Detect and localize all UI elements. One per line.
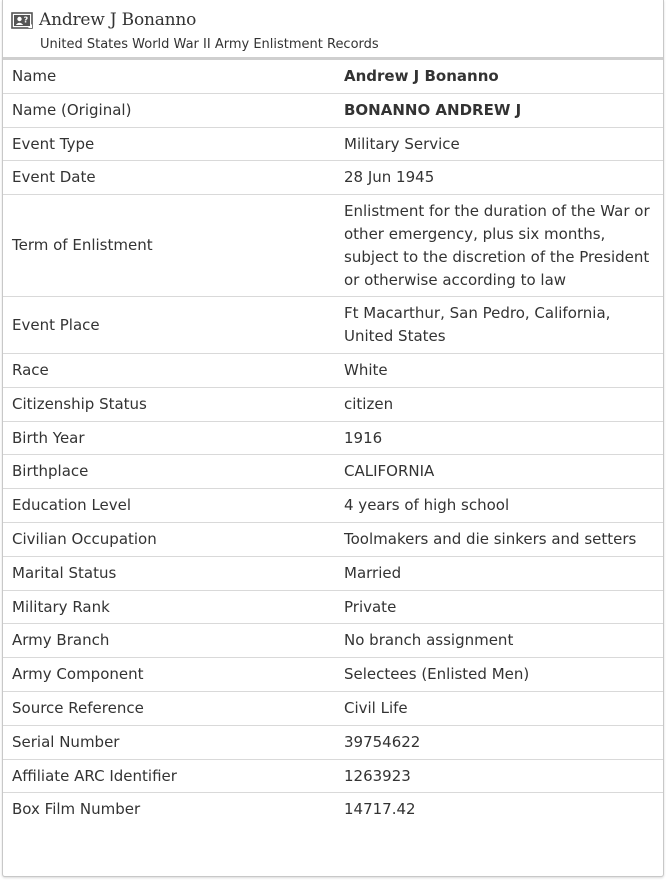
field-label: Name (Original): [3, 93, 344, 127]
field-row: [3, 387, 663, 421]
field-label: Army Component: [3, 658, 344, 692]
field-row: [3, 624, 663, 658]
field-label: Affiliate ARC Identifier: [3, 759, 344, 793]
record-fields-table: [3, 60, 663, 826]
field-row: [3, 297, 663, 354]
field-value: Enlistment for the duration of the War or other emergency, plus six months, subject to the discretion of the President or otherwise according to law: [344, 195, 663, 297]
field-row: [3, 127, 663, 161]
field-value: Private: [344, 590, 663, 624]
field-label: Event Type: [3, 127, 344, 161]
field-label: Birthplace: [3, 455, 344, 489]
field-value: 4 years of high school: [344, 489, 663, 523]
field-label: Box Film Number: [12, 800, 141, 819]
field-value: Ft Macarthur, San Pedro, California, United States: [344, 297, 663, 354]
field-row: [3, 455, 663, 489]
field-row: [3, 60, 663, 93]
field-row: [3, 353, 663, 387]
field-label: Source Reference: [3, 691, 344, 725]
field-value: 39754622: [344, 725, 663, 759]
field-label: Marital Status: [3, 556, 344, 590]
field-value: CALIFORNIA: [344, 455, 663, 489]
record-person-icon: [11, 12, 33, 29]
field-row: [3, 590, 663, 624]
title-row: [11, 0, 663, 38]
field-label: Term of Enlistment: [3, 195, 344, 297]
field-label: Event Date: [3, 161, 344, 195]
field-label: Event Place: [3, 297, 344, 354]
field-value: Military Service: [344, 127, 663, 161]
field-label: Military Rank: [3, 590, 344, 624]
field-label: Serial Number: [3, 725, 344, 759]
field-label: Education Level: [3, 489, 344, 523]
field-row: [3, 522, 663, 556]
field-value: White: [344, 353, 663, 387]
field-value: 28 Jun 1945: [344, 161, 663, 195]
field-row: [3, 489, 663, 523]
field-row: [3, 725, 663, 759]
field-label: Name: [3, 60, 344, 93]
record-card: [2, 0, 664, 877]
field-value: Toolmakers and die sinkers and setters: [344, 522, 663, 556]
svg-text:?: ?: [23, 15, 29, 24]
field-value: Selectees (Enlisted Men): [344, 658, 663, 692]
field-value: Married: [344, 556, 663, 590]
field-value: 1916: [344, 421, 663, 455]
field-row: [3, 658, 663, 692]
field-label: Citizenship Status: [3, 387, 344, 421]
field-row: [3, 161, 663, 195]
field-value: 14717.42: [344, 800, 416, 819]
collection-name: United States World War II Army Enlistment Records: [40, 37, 379, 52]
field-value: No branch assignment: [344, 624, 663, 658]
field-label: Race: [3, 353, 344, 387]
field-value: 1263923: [344, 759, 663, 793]
field-label: Army Branch: [3, 624, 344, 658]
field-row: [3, 793, 663, 826]
record-title: Andrew J Bonanno: [39, 10, 197, 30]
field-label: Birth Year: [3, 421, 344, 455]
field-value: citizen: [344, 387, 663, 421]
field-row: [3, 556, 663, 590]
field-value: BONANNO ANDREW J: [344, 93, 663, 127]
record-header: [3, 0, 663, 60]
field-value: Civil Life: [344, 691, 663, 725]
field-label: Civilian Occupation: [3, 522, 344, 556]
field-value: Andrew J Bonanno: [344, 60, 663, 93]
field-row: [3, 93, 663, 127]
field-row: [3, 759, 663, 793]
field-row: [3, 195, 663, 297]
field-row: [3, 421, 663, 455]
field-row: [3, 691, 663, 725]
